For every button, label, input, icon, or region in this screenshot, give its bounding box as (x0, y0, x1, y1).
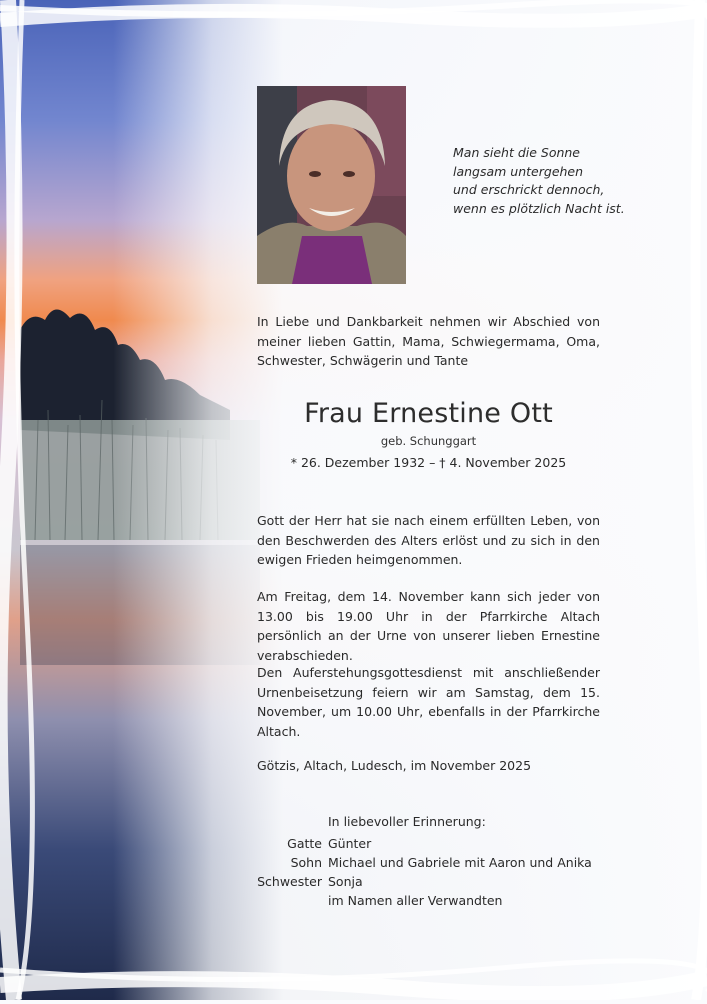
paragraph-passing: Gott der Herr hat sie nach einem erfüllten Leben, von den Beschwerden des Alters erlöst und zu sich in den ewigen Frieden heimgenommen. (257, 513, 600, 567)
signature-name: Günter (328, 836, 372, 851)
signature-list (240, 834, 592, 910)
signature-row (240, 834, 592, 853)
signature-row (240, 872, 592, 891)
deceased-name: Frau Ernestine Ott (304, 398, 553, 429)
quote-line: Man sieht die Sonne (453, 145, 581, 160)
paragraph-service: Den Auferstehungsgottesdienst mit anschließender Urnenbeisetzung feiern wir am Samstag, dem 15. November, um 10.00 Uhr, ebenfalls in der Pfarrkirche Altach. (257, 665, 600, 739)
signature-role: Gatte (287, 836, 322, 851)
quote-line: langsam untergehen (453, 163, 584, 179)
paragraph-farewell: Am Freitag, dem 14. November kann sich jeder von 13.00 bis 19.00 Uhr in der Pfarrkirche Altach persönlich an der Urne von unserer lieben Ernestine verabschieden. (257, 589, 600, 663)
signature-name: im Namen aller Verwandten (328, 893, 503, 908)
place-date: Götzis, Altach, Ludesch, im November 2025 (257, 758, 532, 773)
memory-title: In liebevoller Erinnerung: (328, 814, 486, 829)
signature-role: Sohn (290, 855, 322, 870)
life-dates: * 26. Dezember 1932 – † 4. November 2025 (290, 455, 567, 470)
quote-line: wenn es plötzlich Nacht ist. (453, 200, 625, 216)
portrait-photo (257, 86, 406, 284)
intro-text: In Liebe und Dankbarkeit nehmen wir Abschied von meiner lieben Gattin, Mama, Schwiegermama, Oma, Schwester, Schwägerin und Tante (257, 314, 600, 368)
poem-quote (453, 144, 693, 218)
quote-line: und erschrickt dennoch, (453, 182, 605, 197)
signature-row (240, 853, 592, 872)
signature-name: Sonja (328, 874, 363, 889)
signature-role (240, 891, 328, 910)
birth-name: geb. Schunggart (380, 434, 477, 448)
signature-name: Michael und Gabriele mit Aaron und Anika (328, 855, 592, 870)
signature-row (240, 891, 592, 910)
signature-role: Schwester (257, 874, 322, 889)
